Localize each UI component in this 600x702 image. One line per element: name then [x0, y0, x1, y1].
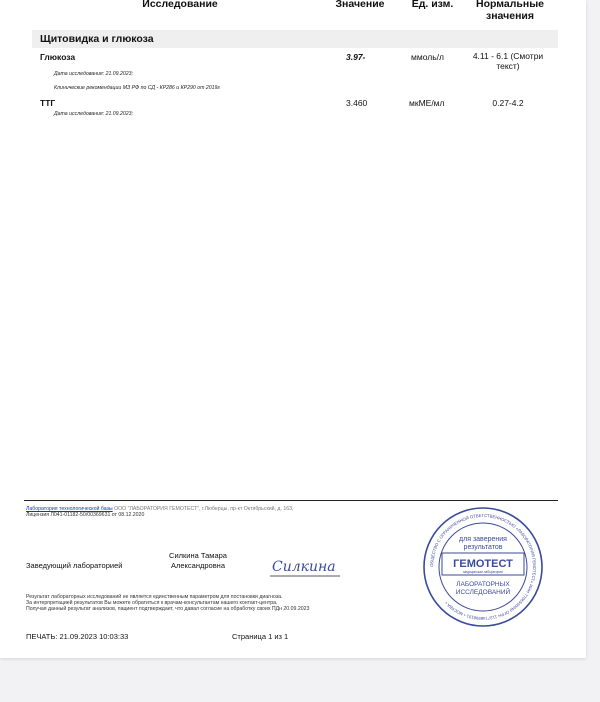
seal-text-bottom2: ИССЛЕДОВАНИЙ: [455, 589, 511, 596]
col-header-test: Исследование: [142, 0, 218, 10]
test-date: Дата исследования: 21.09.2023;: [54, 111, 133, 117]
disclaimer-3: Получая данный результат анализов, пациент подтверждает, что давал согласие на обработку своих ПДн 20.09.2023: [26, 606, 310, 612]
page-number: Страница 1 из 1: [232, 632, 289, 641]
test-note: Клинические рекомендации МЗ РФ по СД - КР286 и КР290 от 2019г: [54, 85, 220, 91]
seal-text-top: для заверения: [459, 536, 507, 543]
head-name: [150, 551, 246, 571]
head-name-line2: Александровна: [171, 561, 225, 570]
col-header-value: Значение: [335, 0, 385, 10]
test-value: 3.460: [346, 98, 368, 108]
footer-divider: [24, 500, 558, 501]
test-name: ТТГ: [40, 98, 56, 108]
head-title: Заведующий лабораторией: [26, 561, 123, 570]
test-reference-line1: 4.11 - 6.1 (Смотри: [472, 51, 544, 61]
disclaimer-1: Результат лабораторных исследований не является единственным параметром для постановки диагноза.: [26, 594, 283, 600]
seal-ring-text: ОБЩЕСТВО С ОГРАНИЧЕННОЙ ОТВЕТСТВЕННОСТЬЮ «ЛАБОРАТОРИЯ ГЕМОТЕСТ» ИНН 7705590040 ОГРН 1137746998101 • МОСКВА •: [428, 512, 538, 622]
seal-brand: ГЕМОТЕСТ: [453, 558, 513, 570]
section-header: [32, 30, 558, 48]
col-header-reference-line2: значения: [486, 10, 534, 22]
seal-text-top2: результатов: [463, 544, 503, 551]
test-reference-line2: текст): [496, 61, 520, 71]
test-date: Дата исследования: 21.09.2023;: [54, 71, 133, 77]
col-header-reference-line1: Нормальные: [475, 0, 544, 10]
lab-link[interactable]: Лаборатория технологической базы: [26, 506, 113, 512]
col-header-units: Ед. изм.: [411, 0, 454, 10]
signature-text: Силкина: [272, 559, 336, 575]
lab-seal: [422, 506, 544, 628]
test-units: ммоль/л: [411, 52, 444, 62]
test-reference: [466, 51, 550, 71]
head-name-line1: Силкина Тамара: [169, 551, 227, 560]
signature: [268, 554, 344, 580]
test-value: 3.97-: [346, 52, 366, 62]
test-name: Глюкоза: [40, 52, 76, 62]
section-title: Щитовидка и глюкоза: [40, 33, 154, 45]
col-header-reference: [470, 0, 550, 22]
print-timestamp: ПЕЧАТЬ: 21.09.2023 10:03:33: [26, 632, 129, 641]
test-units: мкМЕ/мл: [409, 98, 445, 108]
lab-license: Лицензия Л041-01182-50/00369631 от 08.12.2020: [26, 512, 145, 518]
seal-brand-sub: медицинская лаборатория: [463, 570, 503, 574]
test-reference: 0.27-4.2: [492, 98, 524, 108]
lab-address: ООО "ЛАБОРАТОРИЯ ГЕМОТЕСТ", г.Люберцы, пр-кт Октябрьский, д. 163,: [112, 506, 294, 512]
disclaimer-2: За интерпретацией результатов Вы можете обратиться к врачам-консультантам нашего контакт-центра.: [26, 600, 278, 606]
seal-text-bottom1: ЛАБОРАТОРНЫХ: [456, 581, 510, 588]
